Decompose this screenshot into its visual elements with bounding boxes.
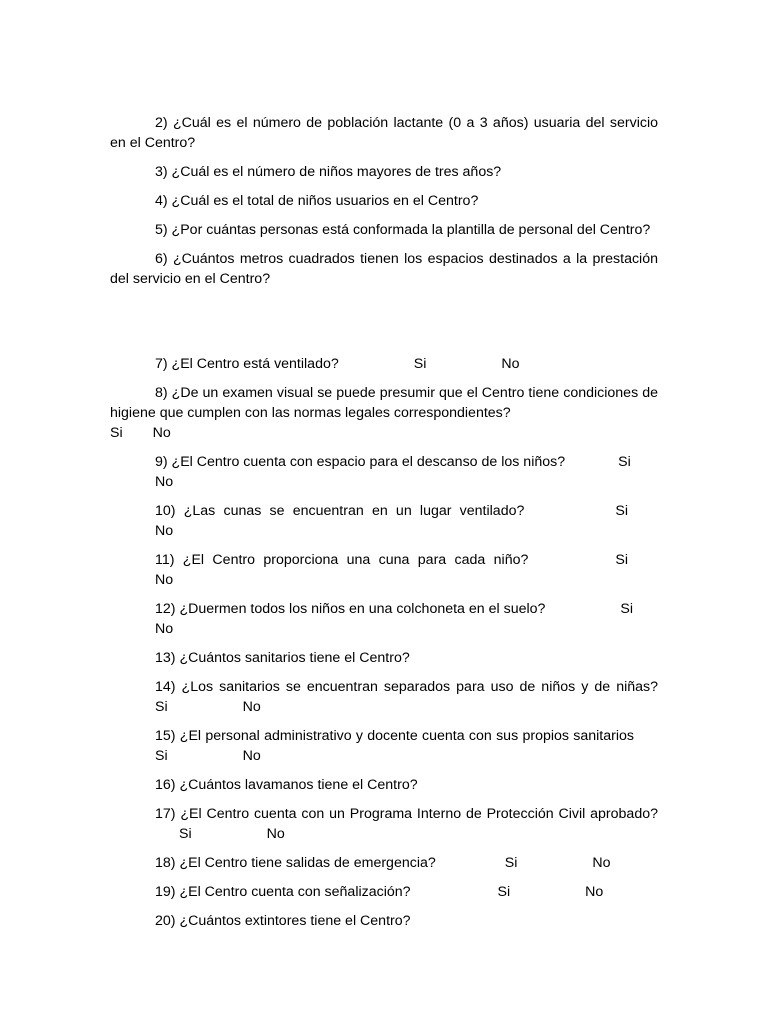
question-11 (110, 550, 658, 590)
option-yes: Si (620, 601, 634, 617)
question-18-text: 18) ¿El Centro tiene salidas de emergencia? (155, 855, 436, 871)
option-yes: Si (413, 356, 427, 372)
question-9 (110, 452, 658, 492)
question-8 (110, 383, 658, 443)
question-2-text: 2) ¿Cuál es el número de población lactante (0 a 3 años) usuaria del servicio en el Centro? (110, 115, 658, 151)
question-7-text: 7) ¿El Centro está ventilado? (155, 356, 339, 372)
question-18 (110, 853, 658, 873)
question-15 (110, 726, 658, 766)
option-yes: Si (179, 826, 192, 842)
question-14-text: 14) ¿Los sanitarios se encuentran separados para uso de niños y de niñas? (155, 679, 658, 695)
question-6-text: 6) ¿Cuántos metros cuadrados tienen los espacios destinados a la prestación del servicio en el Centro? (110, 251, 658, 287)
question-15-text: 15) ¿El personal administrativo y docente cuenta con sus propios sanitarios (155, 728, 634, 744)
question-9-text: 9) ¿El Centro cuenta con espacio para el descanso de los niños? (155, 454, 566, 470)
question-4 (110, 191, 658, 211)
option-yes: Si (497, 884, 511, 900)
option-yes: Si (155, 748, 168, 764)
option-no: No (242, 699, 261, 715)
question-20-text: 20) ¿Cuántos extintores tiene el Centro? (155, 913, 411, 929)
option-yes: Si (618, 454, 631, 470)
option-no: No (501, 356, 520, 372)
question-17-text: 17) ¿El Centro cuenta con un Programa Interno de Protección Civil aprobado? (155, 806, 658, 822)
question-14 (110, 677, 658, 717)
option-yes: Si (615, 503, 628, 519)
question-3 (110, 162, 658, 182)
question-16-text: 16) ¿Cuántos lavamanos tiene el Centro? (155, 777, 418, 793)
question-5-text: 5) ¿Por cuántas personas está conformada la plantilla de personal del Centro? (155, 222, 651, 238)
option-yes: Si (615, 552, 628, 568)
option-yes: Si (110, 425, 123, 441)
question-7 (110, 354, 658, 374)
question-11-text: 11) ¿El Centro proporciona una cuna para cada niño? (155, 552, 529, 568)
question-10-text: 10) ¿Las cunas se encuentran en un lugar ventilado? (155, 503, 525, 519)
question-12-text: 12) ¿Duermen todos los niños en una colchoneta en el suelo? (155, 601, 546, 617)
option-no: No (592, 855, 611, 871)
option-no: No (155, 572, 174, 588)
question-13 (110, 648, 658, 668)
question-10 (110, 501, 658, 541)
option-no: No (585, 884, 604, 900)
option-no: No (155, 621, 174, 637)
question-3-text: 3) ¿Cuál es el número de niños mayores de tres años? (155, 164, 502, 180)
question-2 (110, 113, 658, 153)
question-13-text: 13) ¿Cuántos sanitarios tiene el Centro? (155, 650, 410, 666)
option-yes: Si (155, 699, 168, 715)
option-no: No (242, 748, 261, 764)
question-12 (110, 599, 658, 639)
question-6 (110, 249, 658, 289)
question-20 (110, 911, 658, 931)
option-yes: Si (504, 855, 518, 871)
blank-space (110, 298, 658, 354)
questionnaire-page (110, 113, 658, 940)
question-19-text: 19) ¿El Centro cuenta con señalización? (155, 884, 411, 900)
option-no: No (155, 523, 174, 539)
option-no: No (155, 474, 174, 490)
question-8-text: 8) ¿De un examen visual se puede presumir que el Centro tiene condiciones de higiene que cumplen con las normas legales correspondientes? (110, 385, 658, 421)
question-17 (110, 804, 658, 844)
option-no: No (266, 826, 285, 842)
question-5 (110, 220, 658, 240)
option-no: No (152, 425, 171, 441)
question-19 (110, 882, 658, 902)
question-4-text: 4) ¿Cuál es el total de niños usuarios en el Centro? (155, 193, 479, 209)
question-16 (110, 775, 658, 795)
